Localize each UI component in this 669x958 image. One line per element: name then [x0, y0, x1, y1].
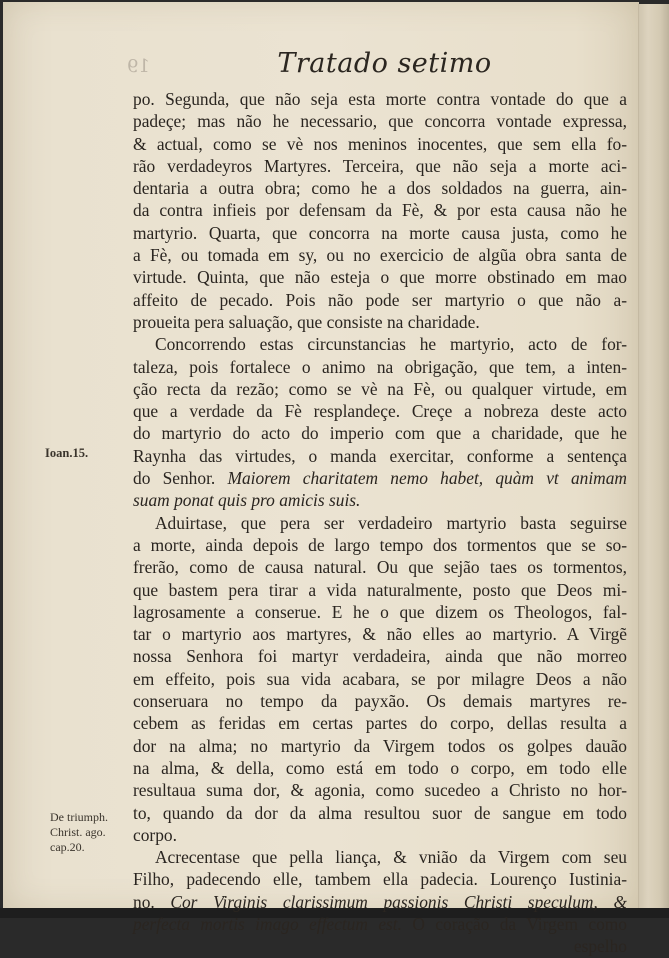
catchword: espelho: [573, 936, 627, 957]
text-line: to, quando da dor da alma resultou suor de sangue em todo: [133, 802, 627, 823]
text-line: conseruara no tempo da payxão. Os demais martyres re-: [133, 691, 627, 712]
text-line: & actual, como se vè nos meninos inocentes, que sem ella fo-: [133, 133, 627, 154]
text-line-with-latin: [133, 467, 627, 489]
text-segment: O coração da Virgem como: [412, 913, 627, 934]
text-line: dor na alma; no martyrio da Virgem todos os golpes dauão: [133, 735, 627, 756]
text-line: cebem as feridas em certas partes do corpo, dellas resulta a: [133, 713, 627, 734]
text-line: do martyrio do acto do imperio com que a charidade, que he: [133, 423, 627, 444]
text-line: da contra infieis por defensam da Fè, & por esta causa não he: [133, 200, 627, 221]
latin-quote: perfecta mortis imago effectum est.: [133, 913, 402, 934]
text-line: taleza, pois fortalece o animo na obrigação, que tem, a inten-: [133, 356, 627, 377]
text-line: rão verdadeyros Martyres. Terceira, que não seja a morte aci-: [133, 155, 627, 176]
text-line: na alma, & della, como está em todo o corpo, em todo elle: [133, 757, 627, 778]
text-line: virtude. Quinta, que não esteja o que morre obstinado em mao: [133, 267, 627, 288]
text-line: Aduirtase, que pera ser verdadeiro martyrio basta seguirse: [155, 512, 627, 533]
text-line: que bastem pera tirar a vida naturalmente, posto que Deos mi-: [133, 579, 627, 600]
text-line: padeçe; mas não he necessario, que concorra vontade expressa,: [133, 111, 627, 132]
text-line: resultaua suma dor, & agonia, como sucedeo a Christo no hor-: [133, 780, 627, 801]
text-line: que a verdade da Fè resplandeçe. Creçe a nobreza deste acto: [133, 401, 627, 422]
margin-note-line: cap.20.: [50, 840, 85, 854]
latin-quote-line: suam ponat quis pro amicis suis.: [133, 490, 361, 511]
text-line: frerão, como de causa natural. Ou que sejão taes os tormentos,: [133, 557, 627, 578]
text-line: proueita pera saluação, que consiste na charidade.: [133, 311, 480, 332]
text-line-with-latin: [133, 913, 627, 935]
text-line: affeito de pecado. Pois não pode ser martyrio o que não a-: [133, 289, 627, 310]
text-line: Concorrendo estas circunstancias he martyrio, acto de for-: [155, 334, 627, 355]
text-line: a morte, ainda depois de largo tempo dos tormentos que se so-: [133, 534, 627, 555]
text-line: tar o martyrio aos martyres, & não elles ao martyrio. A Virgẽ: [133, 624, 627, 645]
text-line: martyrio. Quarta, que concorra na morte causa justa, como he: [133, 222, 627, 243]
text-segment: do Senhor.: [133, 468, 216, 489]
margin-note-triumph: [50, 810, 108, 855]
margin-note-line: Christ. ago.: [50, 825, 106, 839]
page-edge: [638, 4, 669, 916]
text-line: Filho, padecendo elle, tambem ella padecia. Lourenço Iustinia-: [133, 869, 627, 890]
margin-note-line: De triumph.: [50, 810, 108, 824]
text-line: nossa Senhora foi martyr verdadeira, ainda que não morreo: [133, 646, 627, 667]
text-line: lagrosamente a conserue. E he o que dizem os Theologos, fal-: [133, 601, 627, 622]
margin-note-ioan: Ioan.15.: [45, 446, 89, 460]
text-line: dentaria a outra obra; como he a dos soldados na guerra, ain-: [133, 178, 627, 199]
text-line: Acrecentase que pella liança, & vnião da Virgem com seu: [155, 847, 627, 868]
text-segment: no.: [133, 891, 155, 912]
show-through-page-number: 19: [127, 56, 150, 77]
text-line: corpo.: [133, 824, 177, 845]
text-line: a Fè, ou tomada em sy, ou no exercicio de algũa obra santa de: [133, 245, 627, 266]
text-line: em effeito, pois sua vida acabara, se por milagre Deos a não: [133, 668, 627, 689]
text-line-with-latin: [133, 891, 627, 913]
running-head: Tratado setimo: [277, 48, 492, 79]
latin-quote: Maiorem charitatem nemo habet, quàm vt animam: [227, 468, 627, 489]
text-line: Raynha das virtudes, o manda exercitar, conforme a sentença: [133, 445, 627, 466]
text-line: po. Segunda, que não seja esta morte contra vontade do que a: [133, 89, 627, 109]
text-line: ção recta da rezão; como se vè na Fè, ou qualquer virtude, em: [133, 378, 627, 399]
body-text: [133, 88, 627, 958]
latin-quote: Cor Virginis clarissimum passionis Christi speculum, &: [170, 891, 627, 912]
